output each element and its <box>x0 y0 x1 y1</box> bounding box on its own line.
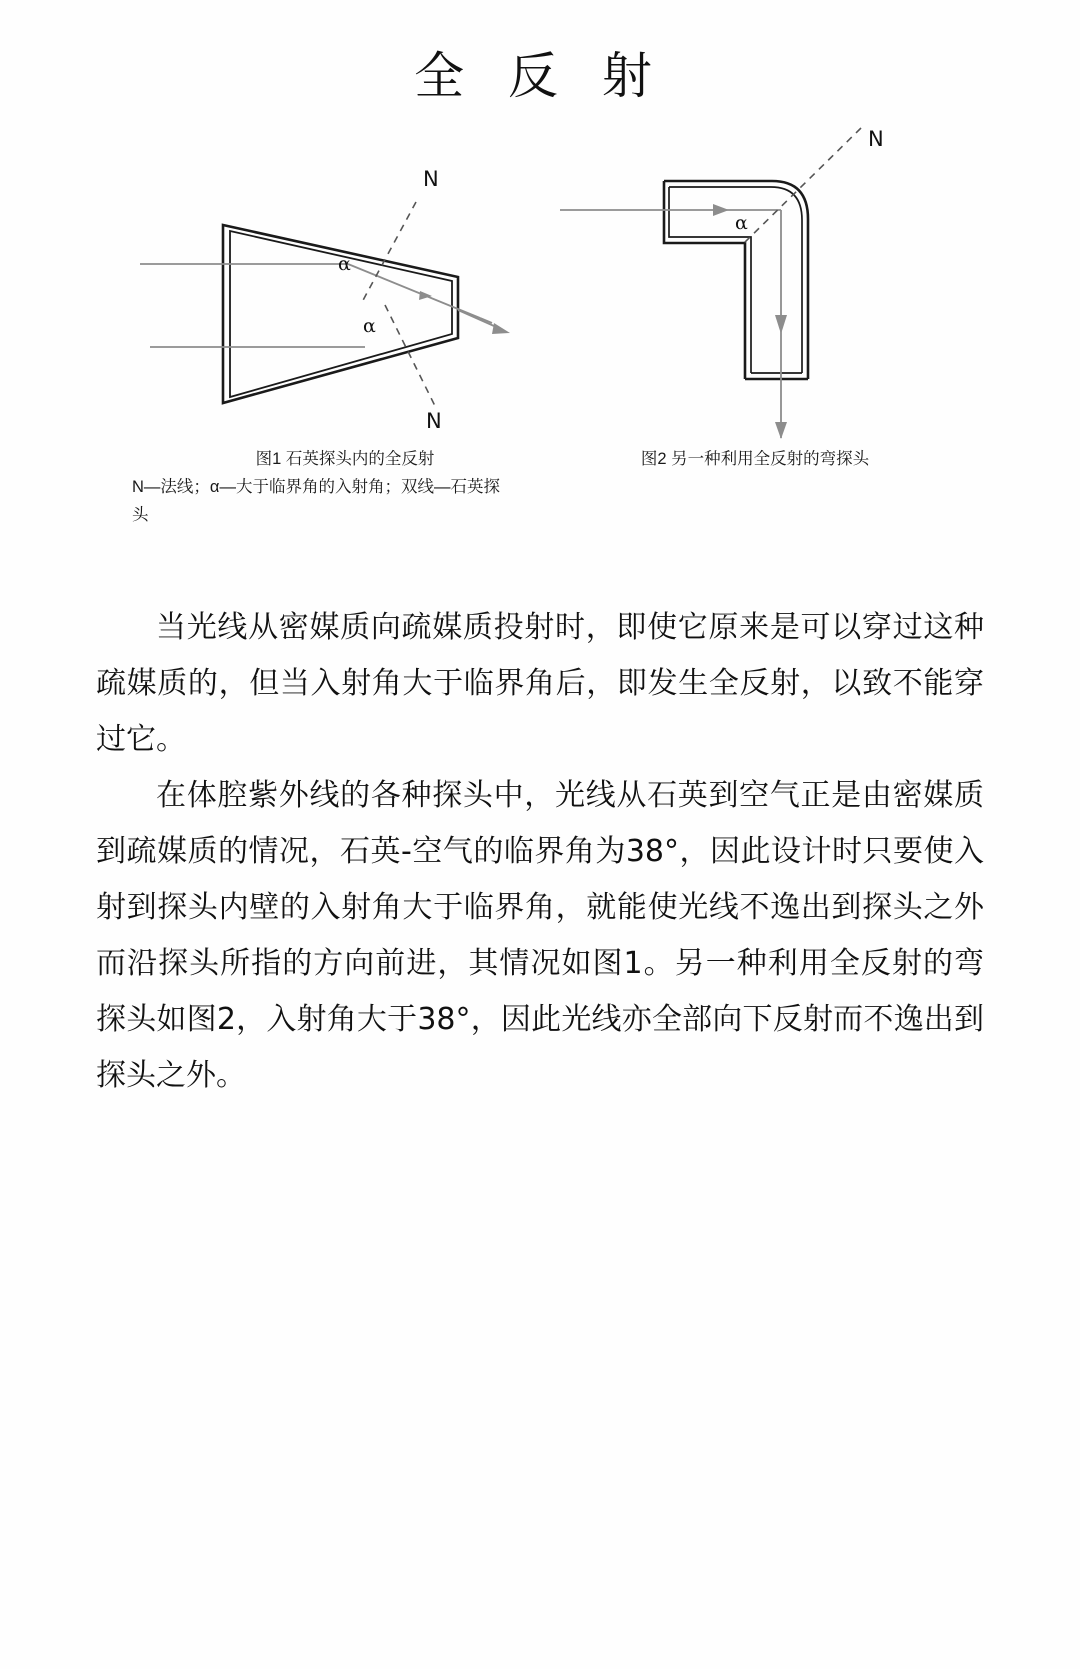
figure-1-svg <box>120 140 550 440</box>
ray-arrow-horizontal-icon <box>713 204 729 216</box>
figure-2-svg <box>565 127 945 440</box>
ray-arrow-vertical-icon <box>775 315 787 334</box>
figure-1-label-angle-bottom: α <box>363 315 376 337</box>
figure-1-tapered-probe <box>120 140 550 440</box>
ray-arrow-exit-icon <box>492 323 510 334</box>
body-text <box>96 600 984 1104</box>
figure-1-caption-block <box>120 448 540 528</box>
probe-outer-wall-icon <box>223 225 458 403</box>
ray-arrow-exit-down-icon <box>775 422 787 439</box>
figure-1-label-normal-bottom: N <box>426 409 442 433</box>
figure-1-caption: 图1 石英探头内的全反射 <box>255 450 435 468</box>
figure-1-label-normal-top: N <box>423 167 439 191</box>
figure-1-label-angle-top: α <box>338 253 351 275</box>
page-title: 全 反 射 <box>414 47 666 105</box>
figure-1-sub-caption-line2: 头 <box>132 505 149 524</box>
figure-2-bent-probe <box>565 127 945 440</box>
ray-arrow-upper-icon <box>419 291 432 300</box>
figure-2-label-angle: α <box>735 212 748 234</box>
figure-2-caption-block <box>560 448 950 472</box>
figure-1-sub-caption-line1: N—法线；α—大于临界角的入射角；双线—石英探 <box>132 477 500 496</box>
paragraph-2: 在体腔紫外线的各种探头中，光线从石英到空气正是由密媒质到疏媒质的情况，石英-空气的临界角为38°，因此设计时只要使入射到探头内壁的入射角大于临界角，就能使光线不逸出到探头之外而沿探头所指的方向前进，其情况如图1。另一种利用全反射的弯探头如图2，入射角大于38°，因此光线亦全部向下反射而不逸出到探头之外。 <box>96 778 984 1093</box>
figure-2-label-normal: N <box>868 127 884 151</box>
paragraph-1: 当光线从密媒质向疏媒质投射时，即使它原来是可以穿过这种疏媒质的，但当入射角大于临界角后，即发生全反射，以致不能穿过它。 <box>96 610 984 757</box>
figure-2-caption: 图2 另一种利用全反射的弯探头 <box>640 450 870 468</box>
